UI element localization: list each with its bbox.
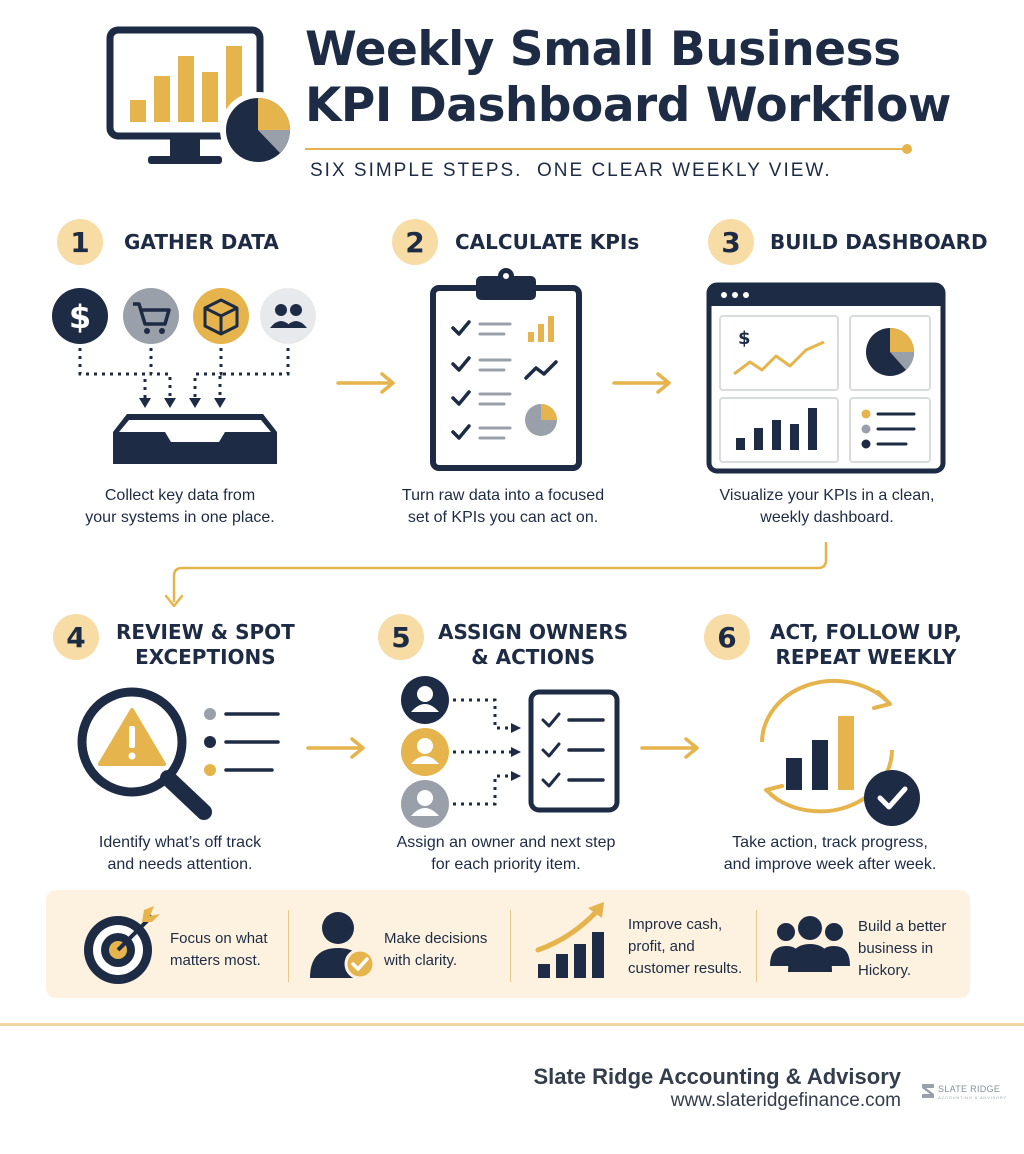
step-4-title-line-1: REVIEW & SPOT (116, 620, 295, 644)
benefit-divider (510, 910, 511, 982)
footer-divider (0, 1023, 1024, 1026)
step-3-description (682, 485, 972, 529)
step-2-desc-line-1: Turn raw data into a focused (401, 487, 605, 504)
repeat-cycle-chart-icon (740, 672, 930, 832)
benefit-1-line-2: matters most. (170, 952, 261, 969)
arrow-right-icon (306, 737, 368, 759)
benefit-3-line-2: profit, and (628, 938, 695, 955)
benefit-4-line-2: business in (858, 940, 934, 957)
step-4-number: 4 (53, 614, 99, 660)
benefit-divider (288, 910, 289, 982)
row-connector-arrow (160, 540, 840, 612)
step-1-description (30, 485, 330, 529)
magnifier-warning-icon (72, 680, 292, 820)
benefit-3-text (628, 914, 742, 980)
step-4-desc-line-2: and needs attention. (107, 856, 253, 873)
step-2-desc-line-2: set of KPIs you can act on. (407, 509, 599, 526)
step-4-description (30, 832, 330, 876)
step-5-title (438, 620, 628, 670)
step-3-number: 3 (708, 219, 754, 265)
step-1-number: 1 (57, 219, 103, 265)
page-subtitle: SIX SIMPLE STEPS. ONE CLEAR WEEKLY VIEW. (310, 160, 832, 181)
logo-wordmark: SLATE RIDGE (938, 1084, 1001, 1094)
title-line-1: Weekly Small Business (305, 22, 901, 77)
benefit-2-text (384, 928, 487, 972)
benefit-1-text (170, 928, 268, 972)
package-icon (193, 288, 249, 344)
benefit-4-line-1: Build a better (858, 918, 947, 935)
arrow-right-icon (640, 737, 702, 759)
step-5-desc-line-2: for each priority item. (431, 856, 581, 873)
step-5-desc-line-1: Assign an owner and next step (396, 834, 616, 851)
step-2-title: CALCULATE KPIs (455, 230, 640, 254)
benefit-1-line-1: Focus on what (170, 930, 268, 947)
title-line-2: KPI Dashboard Workflow (305, 78, 951, 133)
arrow-right-icon (336, 372, 398, 394)
benefit-3-line-1: Improve cash, (628, 916, 723, 933)
step-6-desc-line-2: and improve week after week. (723, 856, 937, 873)
step-4-desc-line-1: Identify what’s off track (98, 834, 262, 851)
arrow-right-icon (612, 372, 674, 394)
logo-subtext: ACCOUNTING & ADVISORY (938, 1095, 1007, 1100)
data-sources-inbox-icon (45, 282, 325, 472)
target-icon (80, 902, 166, 988)
dashboard-currency-symbol: $ (738, 328, 751, 349)
title-underline (305, 148, 905, 150)
company-logo-icon (920, 1082, 936, 1100)
growth-chart-icon (532, 898, 616, 984)
step-5-description (356, 832, 656, 876)
benefit-2-line-2: with clarity. (384, 952, 458, 969)
person-check-icon (306, 908, 382, 984)
step-6-title-line-2: REPEAT WEEKLY (775, 645, 957, 669)
step-5-title-line-2: & ACTIONS (471, 645, 595, 669)
step-5-title-line-1: ASSIGN OWNERS (438, 620, 629, 644)
clipboard-checklist-icon (428, 268, 584, 474)
step-3-desc-line-2: weekly dashboard. (760, 509, 894, 526)
benefit-divider (756, 910, 757, 982)
step-1-desc-line-2: your systems in one place. (85, 509, 275, 526)
dollar-symbol: $ (68, 298, 92, 336)
benefit-4-text (858, 916, 946, 982)
step-3-title: BUILD DASHBOARD (770, 230, 988, 254)
step-3-desc-line-1: Visualize your KPIs in a clean, (719, 487, 935, 504)
team-icon (768, 914, 852, 978)
page-title (305, 22, 1005, 134)
dashboard-window-icon (706, 282, 946, 474)
step-6-desc-line-1: Take action, track progress, (732, 834, 928, 851)
monitor-chart-icon (100, 24, 300, 174)
step-6-title-line-1: ACT, FOLLOW UP, (770, 620, 962, 644)
company-website[interactable]: www.slateridgefinance.com (670, 1090, 901, 1111)
title-underline-dot (902, 144, 912, 154)
step-1-desc-line-1: Collect key data from (104, 487, 256, 504)
benefit-3-line-3: customer results. (628, 960, 743, 977)
step-2-number: 2 (392, 219, 438, 265)
step-5-number: 5 (378, 614, 424, 660)
company-name: Slate Ridge Accounting & Advisory (533, 1064, 901, 1089)
step-6-description (680, 832, 980, 876)
benefit-2-line-1: Make decisions (384, 930, 488, 947)
step-6-number: 6 (704, 614, 750, 660)
people-icon (260, 288, 316, 344)
owners-checklist-icon (395, 672, 625, 832)
step-6-title (770, 620, 962, 670)
step-4-title-line-2: EXCEPTIONS (135, 645, 276, 669)
step-1-title: GATHER DATA (124, 230, 279, 254)
cart-icon (123, 288, 179, 344)
benefit-4-line-3: Hickory. (858, 962, 912, 979)
dollar-icon (52, 288, 108, 344)
step-4-title (116, 620, 295, 670)
step-2-description (353, 485, 653, 529)
